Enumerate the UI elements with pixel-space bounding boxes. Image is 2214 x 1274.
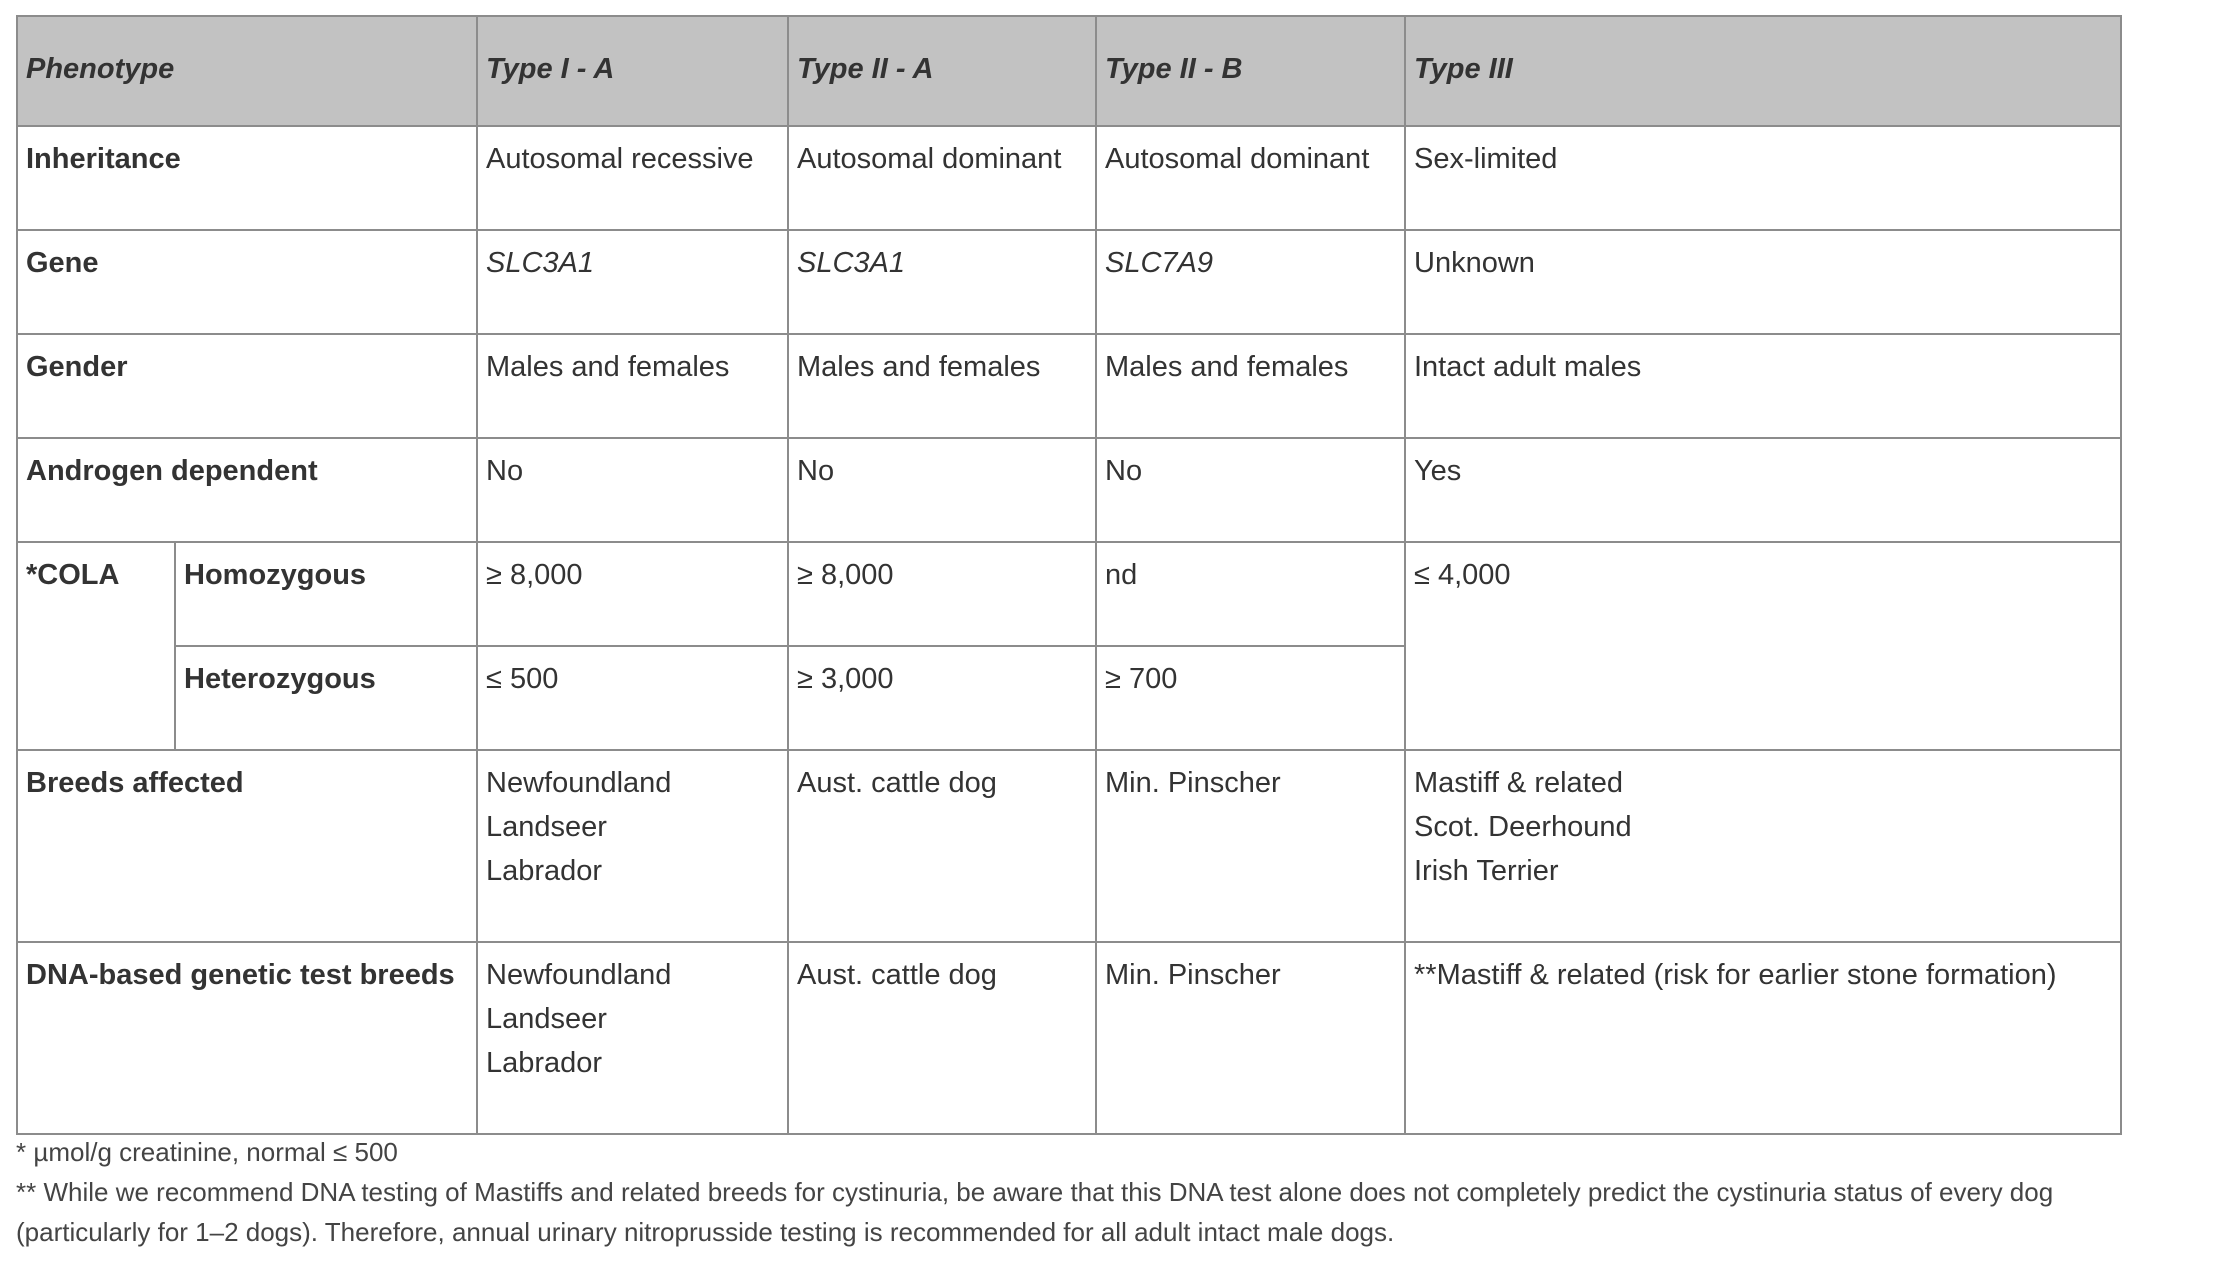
breed-name: Scot. Deerhound: [1414, 811, 1632, 843]
table-row-gender: [17, 334, 2121, 438]
footnote-dna-testing-line-2: (particularly for 1–2 dogs). Therefore, annual urinary nitroprusside testing is recommended for all adult intact male dogs.: [16, 1217, 1395, 1247]
cell-androgen-type-3: Yes: [1405, 438, 2121, 542]
cell-cola-heterozygous-type-2a: ≥ 3,000: [788, 646, 1096, 750]
breed-name: Landseer: [486, 1003, 607, 1035]
cell-cola-homozygous-type-2b: nd: [1096, 542, 1405, 646]
cell-inheritance-type-2a: Autosomal dominant: [788, 126, 1096, 230]
table-row-androgen-dependent: [17, 438, 2121, 542]
breed-name: Min. Pinscher: [1105, 959, 1281, 991]
cell-dna-type-3: [1405, 942, 2121, 1134]
header-row: [17, 16, 2121, 126]
row-label-cola: *COLA: [17, 542, 175, 750]
cell-gender-type-1a: Males and females: [477, 334, 788, 438]
cell-androgen-type-2a: No: [788, 438, 1096, 542]
cell-gender-type-2b: Males and females: [1096, 334, 1405, 438]
header-type-3: Type III: [1405, 16, 2121, 126]
row-sublabel-homozygous: Homozygous: [175, 542, 477, 646]
cell-breeds-type-2a: [788, 750, 1096, 942]
cell-breeds-type-3: [1405, 750, 2121, 942]
cell-cola-heterozygous-type-1a: ≤ 500: [477, 646, 788, 750]
table-row-inheritance: [17, 126, 2121, 230]
breed-name: Newfoundland: [486, 959, 672, 991]
row-label-breeds-affected: Breeds affected: [17, 750, 477, 942]
row-label-gene: Gene: [17, 230, 477, 334]
cell-cola-heterozygous-type-2b: ≥ 700: [1096, 646, 1405, 750]
row-label-androgen-dependent: Androgen dependent: [17, 438, 477, 542]
cell-androgen-type-1a: No: [477, 438, 788, 542]
row-label-inheritance: Inheritance: [17, 126, 477, 230]
cystinuria-phenotype-table-container: [16, 15, 2122, 1135]
cell-breeds-type-1a: [477, 750, 788, 942]
cell-cola-type-3: ≤ 4,000: [1405, 542, 2121, 750]
table-row-cola-homozygous: [17, 542, 2121, 646]
cell-gene-type-2a: SLC3A1: [788, 230, 1096, 334]
breed-name: Mastiff & related: [1414, 767, 1624, 799]
cell-gender-type-2a: Males and females: [788, 334, 1096, 438]
cell-gender-type-3: Intact adult males: [1405, 334, 2121, 438]
table-row-gene: [17, 230, 2121, 334]
header-type-1a: Type I - A: [477, 16, 788, 126]
breed-name: Aust. cattle dog: [797, 959, 997, 991]
row-label-gender: Gender: [17, 334, 477, 438]
breed-name: Irish Terrier: [1414, 855, 1559, 887]
footnote-units: * µmol/g creatinine, normal ≤ 500: [16, 1137, 398, 1167]
cell-cola-homozygous-type-1a: ≥ 8,000: [477, 542, 788, 646]
breed-name: Labrador: [486, 855, 603, 887]
breed-name: **Mastiff & related (risk for earlier stone formation): [1414, 959, 2057, 991]
cell-inheritance-type-1a: Autosomal recessive: [477, 126, 788, 230]
cystinuria-phenotype-table: [16, 15, 2122, 1135]
cell-dna-type-1a: [477, 942, 788, 1134]
cell-breeds-type-2b: [1096, 750, 1405, 942]
cell-dna-type-2b: [1096, 942, 1405, 1134]
cell-androgen-type-2b: No: [1096, 438, 1405, 542]
cell-gene-type-2b: SLC7A9: [1096, 230, 1405, 334]
breed-name: Aust. cattle dog: [797, 767, 997, 799]
cell-inheritance-type-3: Sex-limited: [1405, 126, 2121, 230]
cell-dna-type-2a: [788, 942, 1096, 1134]
row-sublabel-heterozygous: Heterozygous: [175, 646, 477, 750]
breed-name: Min. Pinscher: [1105, 767, 1281, 799]
footnote-dna-testing-line-1: ** While we recommend DNA testing of Mastiffs and related breeds for cystinuria, be aware that this DNA test alone does not completely predict the cystinuria status of every dog: [16, 1177, 2054, 1207]
cell-gene-type-3: Unknown: [1405, 230, 2121, 334]
header-type-2a: Type II - A: [788, 16, 1096, 126]
row-label-dna-test-breeds: DNA-based genetic test breeds: [17, 942, 477, 1134]
footnotes: [16, 1132, 2206, 1252]
header-phenotype: Phenotype: [17, 16, 477, 126]
breed-name: Labrador: [486, 1047, 603, 1079]
cell-gene-type-1a: SLC3A1: [477, 230, 788, 334]
cell-inheritance-type-2b: Autosomal dominant: [1096, 126, 1405, 230]
breed-name: Landseer: [486, 811, 607, 843]
breed-name: Newfoundland: [486, 767, 672, 799]
table-row-dna-test-breeds: [17, 942, 2121, 1134]
cell-cola-homozygous-type-2a: ≥ 8,000: [788, 542, 1096, 646]
table-row-breeds-affected: [17, 750, 2121, 942]
header-type-2b: Type II - B: [1096, 16, 1405, 126]
